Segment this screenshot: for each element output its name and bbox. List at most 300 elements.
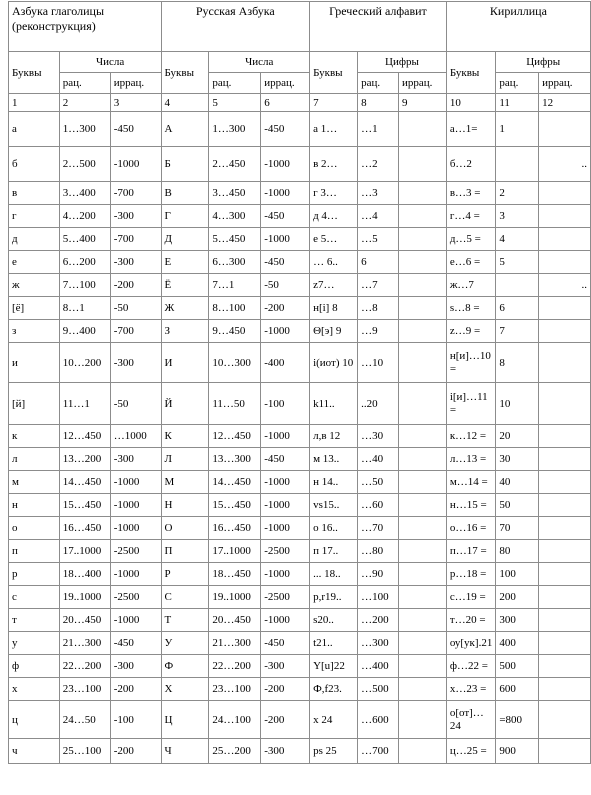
rus-letter-cell: Т <box>161 609 209 632</box>
column-number: 5 <box>209 94 261 112</box>
glag-irrational-cell: -1000 <box>110 517 161 540</box>
greek-letter-cell: п 17.. <box>310 540 358 563</box>
cyr-letter-cell: а…1= <box>446 112 496 147</box>
cyr-letter-cell: оу[ук].21 <box>446 632 496 655</box>
letters-header: Буквы <box>161 52 209 94</box>
cyr-extra-cell <box>539 678 591 701</box>
greek-extra-cell <box>398 494 446 517</box>
glag-rational-cell: 18…400 <box>59 563 110 586</box>
glag-letter-cell: к <box>9 425 60 448</box>
rus-rational-cell: 2…450 <box>209 147 261 182</box>
rus-irrational-cell: -450 <box>261 112 310 147</box>
cyr-extra-cell <box>539 182 591 205</box>
rus-irrational-cell: -50 <box>261 274 310 297</box>
cyr-extra-cell <box>539 563 591 586</box>
greek-digit-cell: …30 <box>358 425 399 448</box>
glag-irrational-cell: -200 <box>110 678 161 701</box>
greek-extra-cell <box>398 228 446 251</box>
glag-irrational-cell: -1000 <box>110 563 161 586</box>
rus-irrational-cell: -450 <box>261 205 310 228</box>
greek-extra-cell <box>398 448 446 471</box>
greek-letter-cell: а 1… <box>310 112 358 147</box>
cyr-letter-cell: д…5 = <box>446 228 496 251</box>
table-row <box>9 147 591 182</box>
cyr-letter-cell: б…2 <box>446 147 496 182</box>
table-row <box>9 701 591 739</box>
glag-rational-cell: 25…100 <box>59 739 110 764</box>
cyr-digit-cell: 10 <box>496 383 539 425</box>
cyr-extra-cell <box>539 320 591 343</box>
table-row <box>9 655 591 678</box>
rus-rational-cell: 5…450 <box>209 228 261 251</box>
rus-irrational-cell: -200 <box>261 701 310 739</box>
header-row-groups <box>9 52 591 73</box>
glag-irrational-cell: -450 <box>110 112 161 147</box>
greek-letter-cell: k11.. <box>310 383 358 425</box>
rus-rational-cell: 23…100 <box>209 678 261 701</box>
table-row <box>9 540 591 563</box>
cyr-extra-cell <box>539 655 591 678</box>
cyr-letter-cell: с…19 = <box>446 586 496 609</box>
glag-letter-cell: а <box>9 112 60 147</box>
glag-rational-cell: 22…200 <box>59 655 110 678</box>
rus-letter-cell: М <box>161 471 209 494</box>
cyr-extra-cell <box>539 383 591 425</box>
glag-rational-cell: 2…500 <box>59 147 110 182</box>
table-row <box>9 739 591 764</box>
cyr-extra-cell <box>539 448 591 471</box>
greek-extra-cell <box>398 655 446 678</box>
greek-digit-cell: …4 <box>358 205 399 228</box>
rational-header: рац. <box>59 73 110 94</box>
glag-rational-cell: 15…450 <box>59 494 110 517</box>
greek-digit-cell: …100 <box>358 586 399 609</box>
glag-rational-cell: 17..1000 <box>59 540 110 563</box>
glag-rational-cell: 20…450 <box>59 609 110 632</box>
rus-rational-cell: 4…300 <box>209 205 261 228</box>
cyr-letter-cell: н…15 = <box>446 494 496 517</box>
cyr-digit-cell: 500 <box>496 655 539 678</box>
rus-irrational-cell: -300 <box>261 655 310 678</box>
greek-letter-cell: p,r19.. <box>310 586 358 609</box>
rus-letter-cell: О <box>161 517 209 540</box>
glag-irrational-cell: …1000 <box>110 425 161 448</box>
cyr-digit-cell: 30 <box>496 448 539 471</box>
rus-letter-cell: Ё <box>161 274 209 297</box>
rus-letter-cell: Г <box>161 205 209 228</box>
glag-rational-cell: 21…300 <box>59 632 110 655</box>
cyr-letter-cell: в…3 = <box>446 182 496 205</box>
greek-letter-cell: л,в 12 <box>310 425 358 448</box>
greek-extra-cell <box>398 540 446 563</box>
cyr-digit-cell: 5 <box>496 251 539 274</box>
greek-extra-cell <box>398 112 446 147</box>
rus-rational-cell: 1…300 <box>209 112 261 147</box>
glag-letter-cell: [ё] <box>9 297 60 320</box>
table-row <box>9 632 591 655</box>
table-row <box>9 425 591 448</box>
cyr-extra-cell <box>539 494 591 517</box>
glag-rational-cell: 24…50 <box>59 701 110 739</box>
header-row-subs <box>9 73 591 94</box>
rus-irrational-cell: -1000 <box>261 609 310 632</box>
rus-irrational-cell: -200 <box>261 678 310 701</box>
cyr-extra-cell: .. <box>539 274 591 297</box>
glag-irrational-cell: -300 <box>110 655 161 678</box>
rus-rational-cell: 10…300 <box>209 343 261 383</box>
cyr-extra-cell <box>539 632 591 655</box>
cyr-digit-cell: 7 <box>496 320 539 343</box>
glag-irrational-cell: -700 <box>110 320 161 343</box>
column-number: 7 <box>310 94 358 112</box>
rus-letter-cell: Л <box>161 448 209 471</box>
table-row <box>9 343 591 383</box>
rus-irrational-cell: -400 <box>261 343 310 383</box>
rus-letter-cell: Ф <box>161 655 209 678</box>
greek-letter-cell: Ф,f23. <box>310 678 358 701</box>
column-number: 11 <box>496 94 539 112</box>
cyr-extra-cell <box>539 609 591 632</box>
cyr-letter-cell: к…12 = <box>446 425 496 448</box>
greek-digit-cell: …300 <box>358 632 399 655</box>
rus-irrational-cell: -1000 <box>261 563 310 586</box>
greek-digit-cell: …1 <box>358 112 399 147</box>
rus-irrational-cell: -1000 <box>261 425 310 448</box>
glag-irrational-cell: -300 <box>110 448 161 471</box>
cyr-digit-cell: 600 <box>496 678 539 701</box>
greek-digit-cell: …10 <box>358 343 399 383</box>
glag-letter-cell: [й] <box>9 383 60 425</box>
rus-rational-cell: 16…450 <box>209 517 261 540</box>
cyr-extra-cell <box>539 297 591 320</box>
greek-digit-cell: …5 <box>358 228 399 251</box>
cyr-extra-cell <box>539 112 591 147</box>
column-number: 6 <box>261 94 310 112</box>
table-row <box>9 563 591 586</box>
rus-letter-cell: Х <box>161 678 209 701</box>
russian-title: Русская Азбука <box>161 2 310 52</box>
greek-letter-cell: ... 18.. <box>310 563 358 586</box>
rus-irrational-cell: -2500 <box>261 540 310 563</box>
greek-digit-cell: …90 <box>358 563 399 586</box>
cyr-digit-cell: 4 <box>496 228 539 251</box>
cyr-letter-cell: х…23 = <box>446 678 496 701</box>
cyr-extra-cell: .. <box>539 147 591 182</box>
greek-letter-cell: vs15.. <box>310 494 358 517</box>
glag-irrational-cell: -300 <box>110 343 161 383</box>
column-number: 10 <box>446 94 496 112</box>
rus-letter-cell: В <box>161 182 209 205</box>
glag-letter-cell: с <box>9 586 60 609</box>
rus-rational-cell: 11…50 <box>209 383 261 425</box>
rus-rational-cell: 15…450 <box>209 494 261 517</box>
glag-letter-cell: у <box>9 632 60 655</box>
column-number: 8 <box>358 94 399 112</box>
rus-letter-cell: Ж <box>161 297 209 320</box>
greek-title: Греческий алфавит <box>310 2 447 52</box>
cyr-extra-cell <box>539 586 591 609</box>
glag-letter-cell: п <box>9 540 60 563</box>
cyr-letter-cell: ц…25 = <box>446 739 496 764</box>
table-row <box>9 182 591 205</box>
glag-irrational-cell: -450 <box>110 632 161 655</box>
table-row <box>9 251 591 274</box>
cyr-digit-cell: 300 <box>496 609 539 632</box>
rus-letter-cell: И <box>161 343 209 383</box>
table-row <box>9 494 591 517</box>
glag-rational-cell: 16…450 <box>59 517 110 540</box>
rus-letter-cell: Р <box>161 563 209 586</box>
greek-digit-cell: 6 <box>358 251 399 274</box>
glag-letter-cell: н <box>9 494 60 517</box>
glag-irrational-cell: -300 <box>110 205 161 228</box>
glag-irrational-cell: -300 <box>110 251 161 274</box>
glag-rational-cell: 10…200 <box>59 343 110 383</box>
rus-rational-cell: 8…100 <box>209 297 261 320</box>
table-row <box>9 517 591 540</box>
greek-extra-cell <box>398 632 446 655</box>
irrational-header: иррац. <box>398 73 446 94</box>
greek-extra-cell <box>398 205 446 228</box>
cyr-digit-cell: 2 <box>496 182 539 205</box>
column-number: 1 <box>9 94 60 112</box>
cyr-letter-cell: л…13 = <box>446 448 496 471</box>
glag-letter-cell: в <box>9 182 60 205</box>
rus-irrational-cell: -1000 <box>261 147 310 182</box>
greek-letter-cell: x 24 <box>310 701 358 739</box>
greek-digit-cell: ..20 <box>358 383 399 425</box>
rus-rational-cell: 17..1000 <box>209 540 261 563</box>
rational-header: рац. <box>358 73 399 94</box>
cyr-letter-cell: ф…22 = <box>446 655 496 678</box>
column-number: 9 <box>398 94 446 112</box>
glag-letter-cell: л <box>9 448 60 471</box>
rus-irrational-cell: -1000 <box>261 228 310 251</box>
greek-digit-cell: …400 <box>358 655 399 678</box>
greek-extra-cell <box>398 274 446 297</box>
cyr-digit-cell: 200 <box>496 586 539 609</box>
greek-digit-cell: …7 <box>358 274 399 297</box>
greek-extra-cell <box>398 739 446 764</box>
greek-letter-cell: i(иот) 10 <box>310 343 358 383</box>
glag-irrational-cell: -2500 <box>110 586 161 609</box>
cyr-digit-cell <box>496 274 539 297</box>
greek-extra-cell <box>398 586 446 609</box>
rus-letter-cell: С <box>161 586 209 609</box>
glag-letter-cell: х <box>9 678 60 701</box>
cyr-letter-cell: s…8 = <box>446 297 496 320</box>
rus-rational-cell: 21…300 <box>209 632 261 655</box>
glag-rational-cell: 1…300 <box>59 112 110 147</box>
rus-letter-cell: К <box>161 425 209 448</box>
irrational-header: иррац. <box>110 73 161 94</box>
digits-header: Цифры <box>496 52 591 73</box>
greek-digit-cell: …200 <box>358 609 399 632</box>
rus-letter-cell: А <box>161 112 209 147</box>
greek-digit-cell: …600 <box>358 701 399 739</box>
cyr-digit-cell: 6 <box>496 297 539 320</box>
greek-letter-cell: … 6.. <box>310 251 358 274</box>
greek-letter-cell: Θ[э] 9 <box>310 320 358 343</box>
cyr-digit-cell: 900 <box>496 739 539 764</box>
letters-header: Буквы <box>9 52 60 94</box>
glag-irrational-cell: -2500 <box>110 540 161 563</box>
glag-rational-cell: 9…400 <box>59 320 110 343</box>
header-row-titles <box>9 2 591 52</box>
cyr-extra-cell <box>539 517 591 540</box>
glag-rational-cell: 13…200 <box>59 448 110 471</box>
glag-irrational-cell: -50 <box>110 297 161 320</box>
rus-letter-cell: Ц <box>161 701 209 739</box>
rus-rational-cell: 6…300 <box>209 251 261 274</box>
greek-extra-cell <box>398 343 446 383</box>
rus-rational-cell: 18…450 <box>209 563 261 586</box>
irrational-header: иррац. <box>539 73 591 94</box>
greek-digit-cell: …500 <box>358 678 399 701</box>
greek-extra-cell <box>398 678 446 701</box>
cyr-letter-cell: р…18 = <box>446 563 496 586</box>
greek-letter-cell: н 14.. <box>310 471 358 494</box>
glag-rational-cell: 6…200 <box>59 251 110 274</box>
glag-letter-cell: ч <box>9 739 60 764</box>
rus-irrational-cell: -300 <box>261 739 310 764</box>
greek-letter-cell: н[i] 8 <box>310 297 358 320</box>
greek-extra-cell <box>398 425 446 448</box>
greek-digit-cell: …2 <box>358 147 399 182</box>
rus-irrational-cell: -1000 <box>261 517 310 540</box>
column-number-row <box>9 94 591 112</box>
rus-letter-cell: Е <box>161 251 209 274</box>
greek-extra-cell <box>398 251 446 274</box>
table-body <box>9 112 591 764</box>
numbers-header: Числа <box>59 52 161 73</box>
greek-digit-cell: …80 <box>358 540 399 563</box>
rus-irrational-cell: -450 <box>261 448 310 471</box>
greek-letter-cell: о 16.. <box>310 517 358 540</box>
glag-letter-cell: з <box>9 320 60 343</box>
greek-digit-cell: …40 <box>358 448 399 471</box>
alphabet-table <box>8 1 591 764</box>
cyr-letter-cell: о[от]…24 <box>446 701 496 739</box>
glag-letter-cell: и <box>9 343 60 383</box>
glag-letter-cell: р <box>9 563 60 586</box>
rus-letter-cell: Ч <box>161 739 209 764</box>
rus-irrational-cell: -1000 <box>261 182 310 205</box>
digits-header: Цифры <box>358 52 447 73</box>
glag-rational-cell: 7…100 <box>59 274 110 297</box>
glag-letter-cell: ф <box>9 655 60 678</box>
letters-header: Буквы <box>310 52 358 94</box>
rus-letter-cell: Д <box>161 228 209 251</box>
glag-rational-cell: 14…450 <box>59 471 110 494</box>
cyr-extra-cell <box>539 228 591 251</box>
table-row <box>9 609 591 632</box>
greek-extra-cell <box>398 563 446 586</box>
greek-letter-cell: t21.. <box>310 632 358 655</box>
numbers-header: Числа <box>209 52 310 73</box>
rus-rational-cell: 24…100 <box>209 701 261 739</box>
table-row <box>9 112 591 147</box>
rus-letter-cell: Н <box>161 494 209 517</box>
table-row <box>9 274 591 297</box>
greek-extra-cell <box>398 701 446 739</box>
glag-letter-cell: ц <box>9 701 60 739</box>
glag-irrational-cell: -1000 <box>110 609 161 632</box>
table-row <box>9 205 591 228</box>
greek-extra-cell <box>398 471 446 494</box>
cyrillic-title: Кириллица <box>446 2 590 52</box>
rus-irrational-cell: -100 <box>261 383 310 425</box>
greek-letter-cell: z7… <box>310 274 358 297</box>
cyr-digit-cell: 20 <box>496 425 539 448</box>
glag-letter-cell: д <box>9 228 60 251</box>
glag-rational-cell: 8…1 <box>59 297 110 320</box>
rus-irrational-cell: -450 <box>261 632 310 655</box>
greek-digit-cell: …3 <box>358 182 399 205</box>
irrational-header: иррац. <box>261 73 310 94</box>
glag-irrational-cell: -1000 <box>110 471 161 494</box>
rational-header: рац. <box>496 73 539 94</box>
rus-irrational-cell: -450 <box>261 251 310 274</box>
cyr-digit-cell: 40 <box>496 471 539 494</box>
rus-rational-cell: 9…450 <box>209 320 261 343</box>
greek-digit-cell: …9 <box>358 320 399 343</box>
cyr-letter-cell: е…6 = <box>446 251 496 274</box>
cyr-extra-cell <box>539 425 591 448</box>
table-row <box>9 228 591 251</box>
greek-extra-cell <box>398 517 446 540</box>
glag-irrational-cell: -100 <box>110 701 161 739</box>
cyr-digit-cell: 3 <box>496 205 539 228</box>
greek-extra-cell <box>398 297 446 320</box>
greek-extra-cell <box>398 383 446 425</box>
rus-rational-cell: 22…200 <box>209 655 261 678</box>
glag-irrational-cell: -50 <box>110 383 161 425</box>
column-number: 3 <box>110 94 161 112</box>
table-row <box>9 678 591 701</box>
greek-letter-cell: s20.. <box>310 609 358 632</box>
glag-letter-cell: о <box>9 517 60 540</box>
table-row <box>9 383 591 425</box>
cyr-digit-cell: 1 <box>496 112 539 147</box>
glag-irrational-cell: -1000 <box>110 494 161 517</box>
rus-irrational-cell: -1000 <box>261 471 310 494</box>
greek-digit-cell: …70 <box>358 517 399 540</box>
table-row <box>9 448 591 471</box>
rus-rational-cell: 14…450 <box>209 471 261 494</box>
cyr-letter-cell: т…20 = <box>446 609 496 632</box>
greek-digit-cell: …60 <box>358 494 399 517</box>
column-number: 2 <box>59 94 110 112</box>
cyr-letter-cell: г…4 = <box>446 205 496 228</box>
greek-extra-cell <box>398 147 446 182</box>
table-row <box>9 297 591 320</box>
greek-letter-cell: д 4… <box>310 205 358 228</box>
cyr-extra-cell <box>539 701 591 739</box>
rus-rational-cell: 12…450 <box>209 425 261 448</box>
rus-letter-cell: Б <box>161 147 209 182</box>
rus-irrational-cell: -1000 <box>261 320 310 343</box>
cyr-digit-cell <box>496 147 539 182</box>
cyr-extra-cell <box>539 343 591 383</box>
glag-irrational-cell: -200 <box>110 739 161 764</box>
rus-rational-cell: 20…450 <box>209 609 261 632</box>
greek-extra-cell <box>398 182 446 205</box>
greek-letter-cell: в 2… <box>310 147 358 182</box>
greek-letter-cell: ps 25 <box>310 739 358 764</box>
cyr-digit-cell: 400 <box>496 632 539 655</box>
rus-irrational-cell: -1000 <box>261 494 310 517</box>
